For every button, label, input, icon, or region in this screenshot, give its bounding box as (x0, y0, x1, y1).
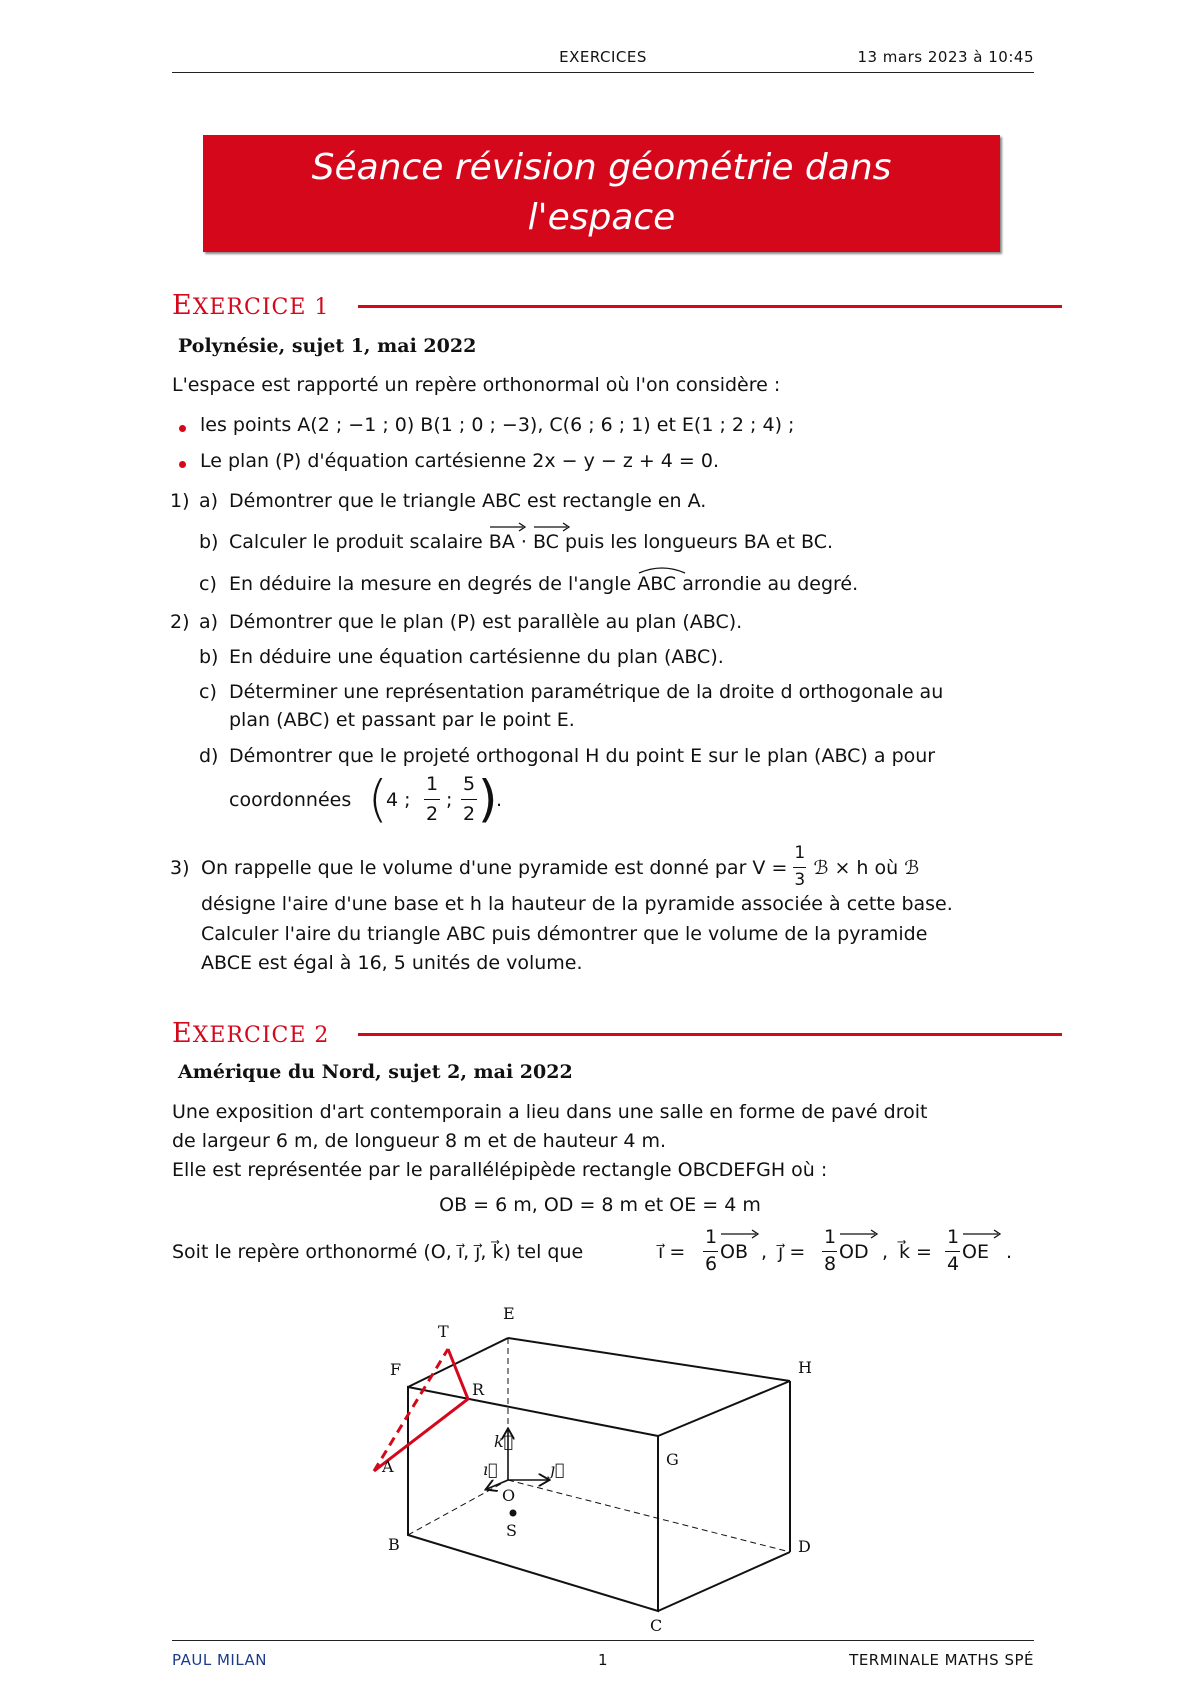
coordinates-H: ( 4 ; 1 2 ; 5 2 ) . (368, 770, 503, 828)
exercise-1-source: Polynésie, sujet 1, mai 2022 (178, 335, 477, 357)
q2a-text: Démontrer que le plan (P) est parallèle au plan (ABC). (229, 611, 743, 633)
q3-text-1: On rappelle que le volume d'une pyramide est donné par V = $\frac{1}{3}$ ℬ × h où ℬ (201, 843, 920, 890)
vector-BA: BA (489, 530, 515, 554)
label-E: E (503, 1304, 515, 1323)
label-G: G (666, 1450, 679, 1469)
q1b-label: b) (199, 531, 219, 553)
edge-GH (658, 1381, 790, 1436)
exercise-2-p3: Elle est représentée par le parallélépipède rectangle OBCDEFGH où : (172, 1159, 828, 1181)
edge-AT (374, 1349, 448, 1471)
triangle-ATR (374, 1349, 468, 1471)
header-title: EXERCICES (559, 48, 647, 66)
label-R: R (472, 1380, 485, 1399)
q3-number: 3) (170, 857, 190, 879)
page-footer (172, 1640, 1034, 1671)
edge-FE (408, 1338, 508, 1387)
q2c-label: c) (199, 681, 217, 703)
label-A: A (382, 1457, 394, 1476)
q2d-text-2: coordonnées (229, 789, 352, 811)
q1c-label: c) (199, 573, 217, 595)
banner-line-1: Séance révision géométrie dans (311, 147, 892, 188)
angle-hat-icon (637, 565, 687, 575)
header-date: 13 mars 2023 à 10:45 (857, 48, 1034, 66)
page-header (172, 48, 1034, 73)
bullet-dot (179, 461, 186, 468)
vector-arrow-icon (533, 522, 571, 532)
exercise-2-rule (358, 1033, 1062, 1036)
vector-arrow-icon (720, 1229, 760, 1239)
fraction-one-third: $\frac{1}{3}$ (794, 843, 806, 890)
exercise-1-title: EXERCICE 1 (172, 290, 330, 321)
footer-level: TERMINALE MATHS SPÉ (849, 1651, 1034, 1669)
q2d-label: d) (199, 745, 219, 767)
q2b-label: b) (199, 646, 219, 668)
label-H: H (798, 1358, 812, 1377)
q1b-text: Calculer le produit scalaire BA · BC puis les longueurs BA et BC. (229, 530, 833, 554)
q1c-text: En déduire la mesure en degrés de l'angle ABC arrondie au degré. (229, 572, 858, 596)
q2d-text-1: Démontrer que le projeté orthogonal H du point E sur le plan (ABC) a pour (229, 745, 936, 767)
bullet-dot (179, 425, 186, 432)
hidden-edges (408, 1338, 790, 1552)
fraction-bar (424, 799, 440, 800)
vector-arrow-icon (489, 522, 527, 532)
point-S (510, 1510, 517, 1517)
q2c-text-2: plan (ABC) et passant par le point E. (229, 709, 575, 731)
exercise-1-intro: L'espace est rapporté un repère orthonormal où l'on considère : (172, 374, 781, 396)
parallelepiped-figure (370, 1295, 850, 1635)
edge-EH (508, 1338, 790, 1381)
edge-BO (408, 1480, 508, 1535)
q1a-label: a) (199, 490, 219, 512)
exercise-1-rule (358, 305, 1062, 308)
exercise-2-title: EXERCICE 2 (172, 1018, 330, 1049)
vector-OE: OE (962, 1241, 989, 1263)
exercise-2-p1: Une exposition d'art contemporain a lieu dans une salle en forme de pavé droit (172, 1101, 928, 1123)
label-k: k⃗ (494, 1432, 514, 1451)
label-B: B (388, 1535, 400, 1554)
q1-number: 1) (170, 490, 190, 512)
edges-TR-RA (374, 1349, 468, 1471)
box-edges (408, 1338, 790, 1611)
label-i: ı⃗ (483, 1460, 498, 1479)
paren-left: ( (368, 770, 388, 828)
q1a-text: Démontrer que le triangle ABC est rectangle en A. (229, 490, 707, 512)
q2-number: 2) (170, 611, 190, 633)
exercise-2-source: Amérique du Nord, sujet 2, mai 2022 (178, 1061, 573, 1083)
exercise-2-p2: de largeur 6 m, de longueur 8 m et de hauteur 4 m. (172, 1130, 667, 1152)
vector-arrow-icon (962, 1229, 1002, 1239)
q3-text-2: désigne l'aire d'une base et h la hauteur de la pyramide associée à cette base. (201, 893, 953, 915)
edge-CD (658, 1552, 790, 1611)
footer-author: PAUL MILAN (172, 1651, 267, 1669)
front-face (408, 1387, 658, 1611)
exercise-2-dimensions: OB = 6 m, OD = 8 m et OE = 4 m (439, 1194, 761, 1216)
title-banner (203, 135, 1000, 252)
label-D: D (798, 1537, 811, 1556)
vector-OD: OD (839, 1241, 869, 1263)
paren-right: ) (478, 770, 498, 828)
q2c-text-1: Déterminer une représentation paramétrique de la droite d orthogonale au (229, 681, 944, 703)
bullet-plane: Le plan (P) d'équation cartésienne 2x − y − z + 4 = 0. (200, 450, 720, 472)
vector-BC: BC (533, 530, 559, 554)
label-j: ȷ⃗ (550, 1460, 565, 1479)
bullet-points: les points A(2 ; −1 ; 0) B(1 ; 0 ; −3), C(6 ; 6 ; 1) et E(1 ; 2 ; 4) ; (200, 414, 795, 436)
angle-ABC: ABC (637, 572, 676, 596)
q3-text-4: ABCE est égal à 16, 5 unités de volume. (201, 952, 583, 974)
q3-text-3: Calculer l'aire du triangle ABC puis démontrer que le volume de la pyramide (201, 923, 928, 945)
banner-line-2: l'espace (527, 197, 676, 238)
repere-definition: Soit le repère orthonormé (O, ı⃗, ȷ⃗, k⃗) tel que ı⃗ = 1 6 OB , ȷ⃗ = 1 8 OD , k⃗ = 1 4 OE . (172, 1226, 1013, 1275)
q2b-text: En déduire une équation cartésienne du plan (ABC). (229, 646, 724, 668)
q2a-label: a) (199, 611, 219, 633)
label-S: S (506, 1521, 517, 1540)
label-C: C (650, 1616, 663, 1635)
footer-page-number: 1 (597, 1651, 609, 1669)
label-O: O (502, 1486, 516, 1505)
edge-OD (508, 1480, 790, 1552)
vector-OB: OB (720, 1241, 748, 1263)
label-F: F (390, 1360, 402, 1379)
label-T: T (438, 1322, 449, 1341)
vector-arrow-icon (839, 1229, 879, 1239)
fraction-bar (461, 799, 477, 800)
